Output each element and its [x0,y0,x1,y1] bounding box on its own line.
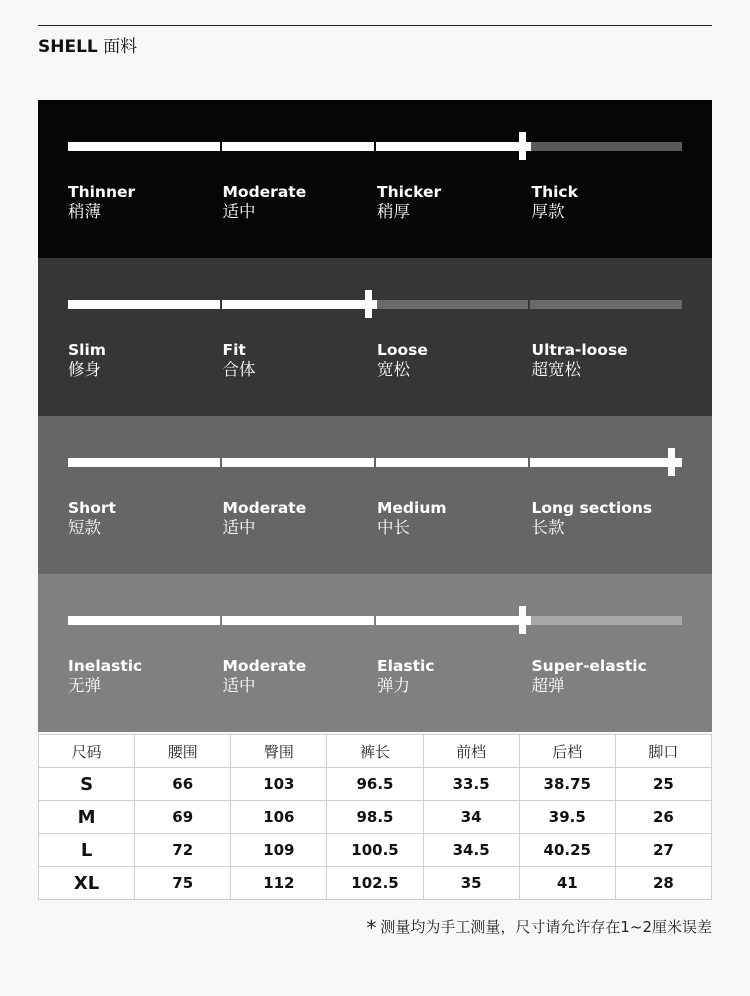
cell-length: 102.5 [327,867,423,900]
label-en: Short [68,499,116,517]
scale-segment [376,616,528,625]
scale-segment [530,458,682,467]
thickness-level-marker-bar [513,142,531,151]
label-cn: 超宽松 [531,360,581,379]
elasticity-scale-track [68,616,682,625]
cell-front-rise: 34 [423,801,519,834]
length-label-2 [377,498,527,538]
label-cn: 适中 [222,518,256,537]
cell-back-rise: 41 [519,867,615,900]
cell-hip: 109 [231,834,327,867]
scale-segment [68,616,220,625]
label-cn: 无弹 [68,676,101,695]
cell-leg-opening: 28 [615,867,711,900]
scale-segment [222,300,374,309]
cell-front-rise: 35 [423,867,519,900]
label-en: Fit [222,341,246,359]
length-scale-track [68,458,682,467]
label-en: Thick [531,183,578,201]
header-leg-opening: 脚口 [615,735,711,768]
length-level-marker-bar [662,458,680,467]
label-en: Medium [377,499,447,517]
label-en: Ultra-loose [531,341,628,359]
fit-label-3 [532,340,682,380]
label-cn: 中长 [377,518,410,537]
cell-waist: 72 [135,834,231,867]
note-text: 测量均为手工测量，尺寸请允许存在1~2厘米误差 [380,918,712,936]
table-row [39,867,712,900]
label-en: Moderate [222,499,307,517]
length-label-0 [68,498,218,538]
label-en: Elastic [377,657,435,675]
scale-segment [530,616,682,625]
cell-waist: 75 [135,867,231,900]
scale-segment [68,458,220,467]
fit-label-1 [223,340,373,380]
label-cn: 修身 [68,360,101,379]
scale-segment [530,142,682,151]
cell-length: 100.5 [327,834,423,867]
cell-waist: 69 [135,801,231,834]
cell-back-rise: 38.75 [519,768,615,801]
header-size: 尺码 [39,735,135,768]
cell-hip: 103 [231,768,327,801]
fit-label-2 [377,340,527,380]
thickness-label-0 [68,182,218,222]
label-en: Slim [68,341,106,359]
size-table-header [39,735,712,768]
elasticity-label-2 [377,656,527,696]
cell-size: XL [39,867,135,900]
cell-size: L [39,834,135,867]
scale-segment [222,458,374,467]
panel-length [38,416,712,574]
header-back-rise: 后档 [519,735,615,768]
scale-segment [68,142,220,151]
scale-segment [376,300,528,309]
panel-elasticity [38,574,712,732]
cell-front-rise: 33.5 [423,768,519,801]
header-front-rise: 前档 [423,735,519,768]
label-cn: 稍厚 [377,202,410,221]
cell-size: S [39,768,135,801]
scale-segment [376,458,528,467]
header-hip: 臀围 [231,735,327,768]
header-waist: 腰围 [135,735,231,768]
label-cn: 短款 [68,518,101,537]
top-rule [38,25,712,26]
label-cn: 超弹 [531,676,565,695]
label-cn: 厚款 [531,202,565,221]
cell-front-rise: 34.5 [423,834,519,867]
cell-leg-opening: 25 [615,768,711,801]
table-row [39,834,712,867]
label-cn: 适中 [222,676,256,695]
header-length: 裤长 [327,735,423,768]
table-row [39,768,712,801]
thickness-label-2 [377,182,527,222]
elasticity-label-3 [532,656,682,696]
thickness-scale-track [68,142,682,151]
size-table [38,734,712,900]
title-en: SHELL [38,37,98,57]
elasticity-label-0 [68,656,218,696]
panel-fit [38,258,712,416]
table-row [39,801,712,834]
label-cn: 长款 [531,518,565,537]
measurement-note [366,916,712,940]
cell-back-rise: 39.5 [519,801,615,834]
elasticity-level-marker-bar [513,616,531,625]
label-cn: 合体 [222,360,256,379]
scale-segment [530,300,682,309]
scale-segment [376,142,528,151]
cell-back-rise: 40.25 [519,834,615,867]
cell-length: 96.5 [327,768,423,801]
cell-waist: 66 [135,768,231,801]
thickness-label-3 [532,182,682,222]
section-title [38,36,137,58]
scale-segment [222,142,374,151]
label-cn: 稍薄 [68,202,101,221]
cell-hip: 112 [231,867,327,900]
thickness-label-1 [223,182,373,222]
title-cn: 面料 [103,37,138,57]
cell-leg-opening: 26 [615,801,711,834]
elasticity-label-1 [223,656,373,696]
label-en: Loose [377,341,428,359]
label-en: Moderate [222,657,307,675]
label-en: Inelastic [68,657,143,675]
label-en: Moderate [222,183,307,201]
cell-hip: 106 [231,801,327,834]
cell-size: M [39,801,135,834]
scale-segment [222,616,374,625]
label-cn: 适中 [222,202,256,221]
panel-thickness [38,100,712,258]
fit-scale-track [68,300,682,309]
cell-length: 98.5 [327,801,423,834]
label-en: Thinner [68,183,136,201]
fit-label-0 [68,340,218,380]
length-label-3 [532,498,682,538]
length-label-1 [223,498,373,538]
label-en: Thicker [377,183,442,201]
cell-leg-opening: 27 [615,834,711,867]
label-cn: 宽松 [377,360,410,379]
label-cn: 弹力 [377,676,410,695]
label-en: Long sections [531,499,653,517]
asterisk-icon: * [366,916,377,940]
label-en: Super-elastic [531,657,647,675]
fit-level-marker-bar [359,300,377,309]
scale-segment [68,300,220,309]
